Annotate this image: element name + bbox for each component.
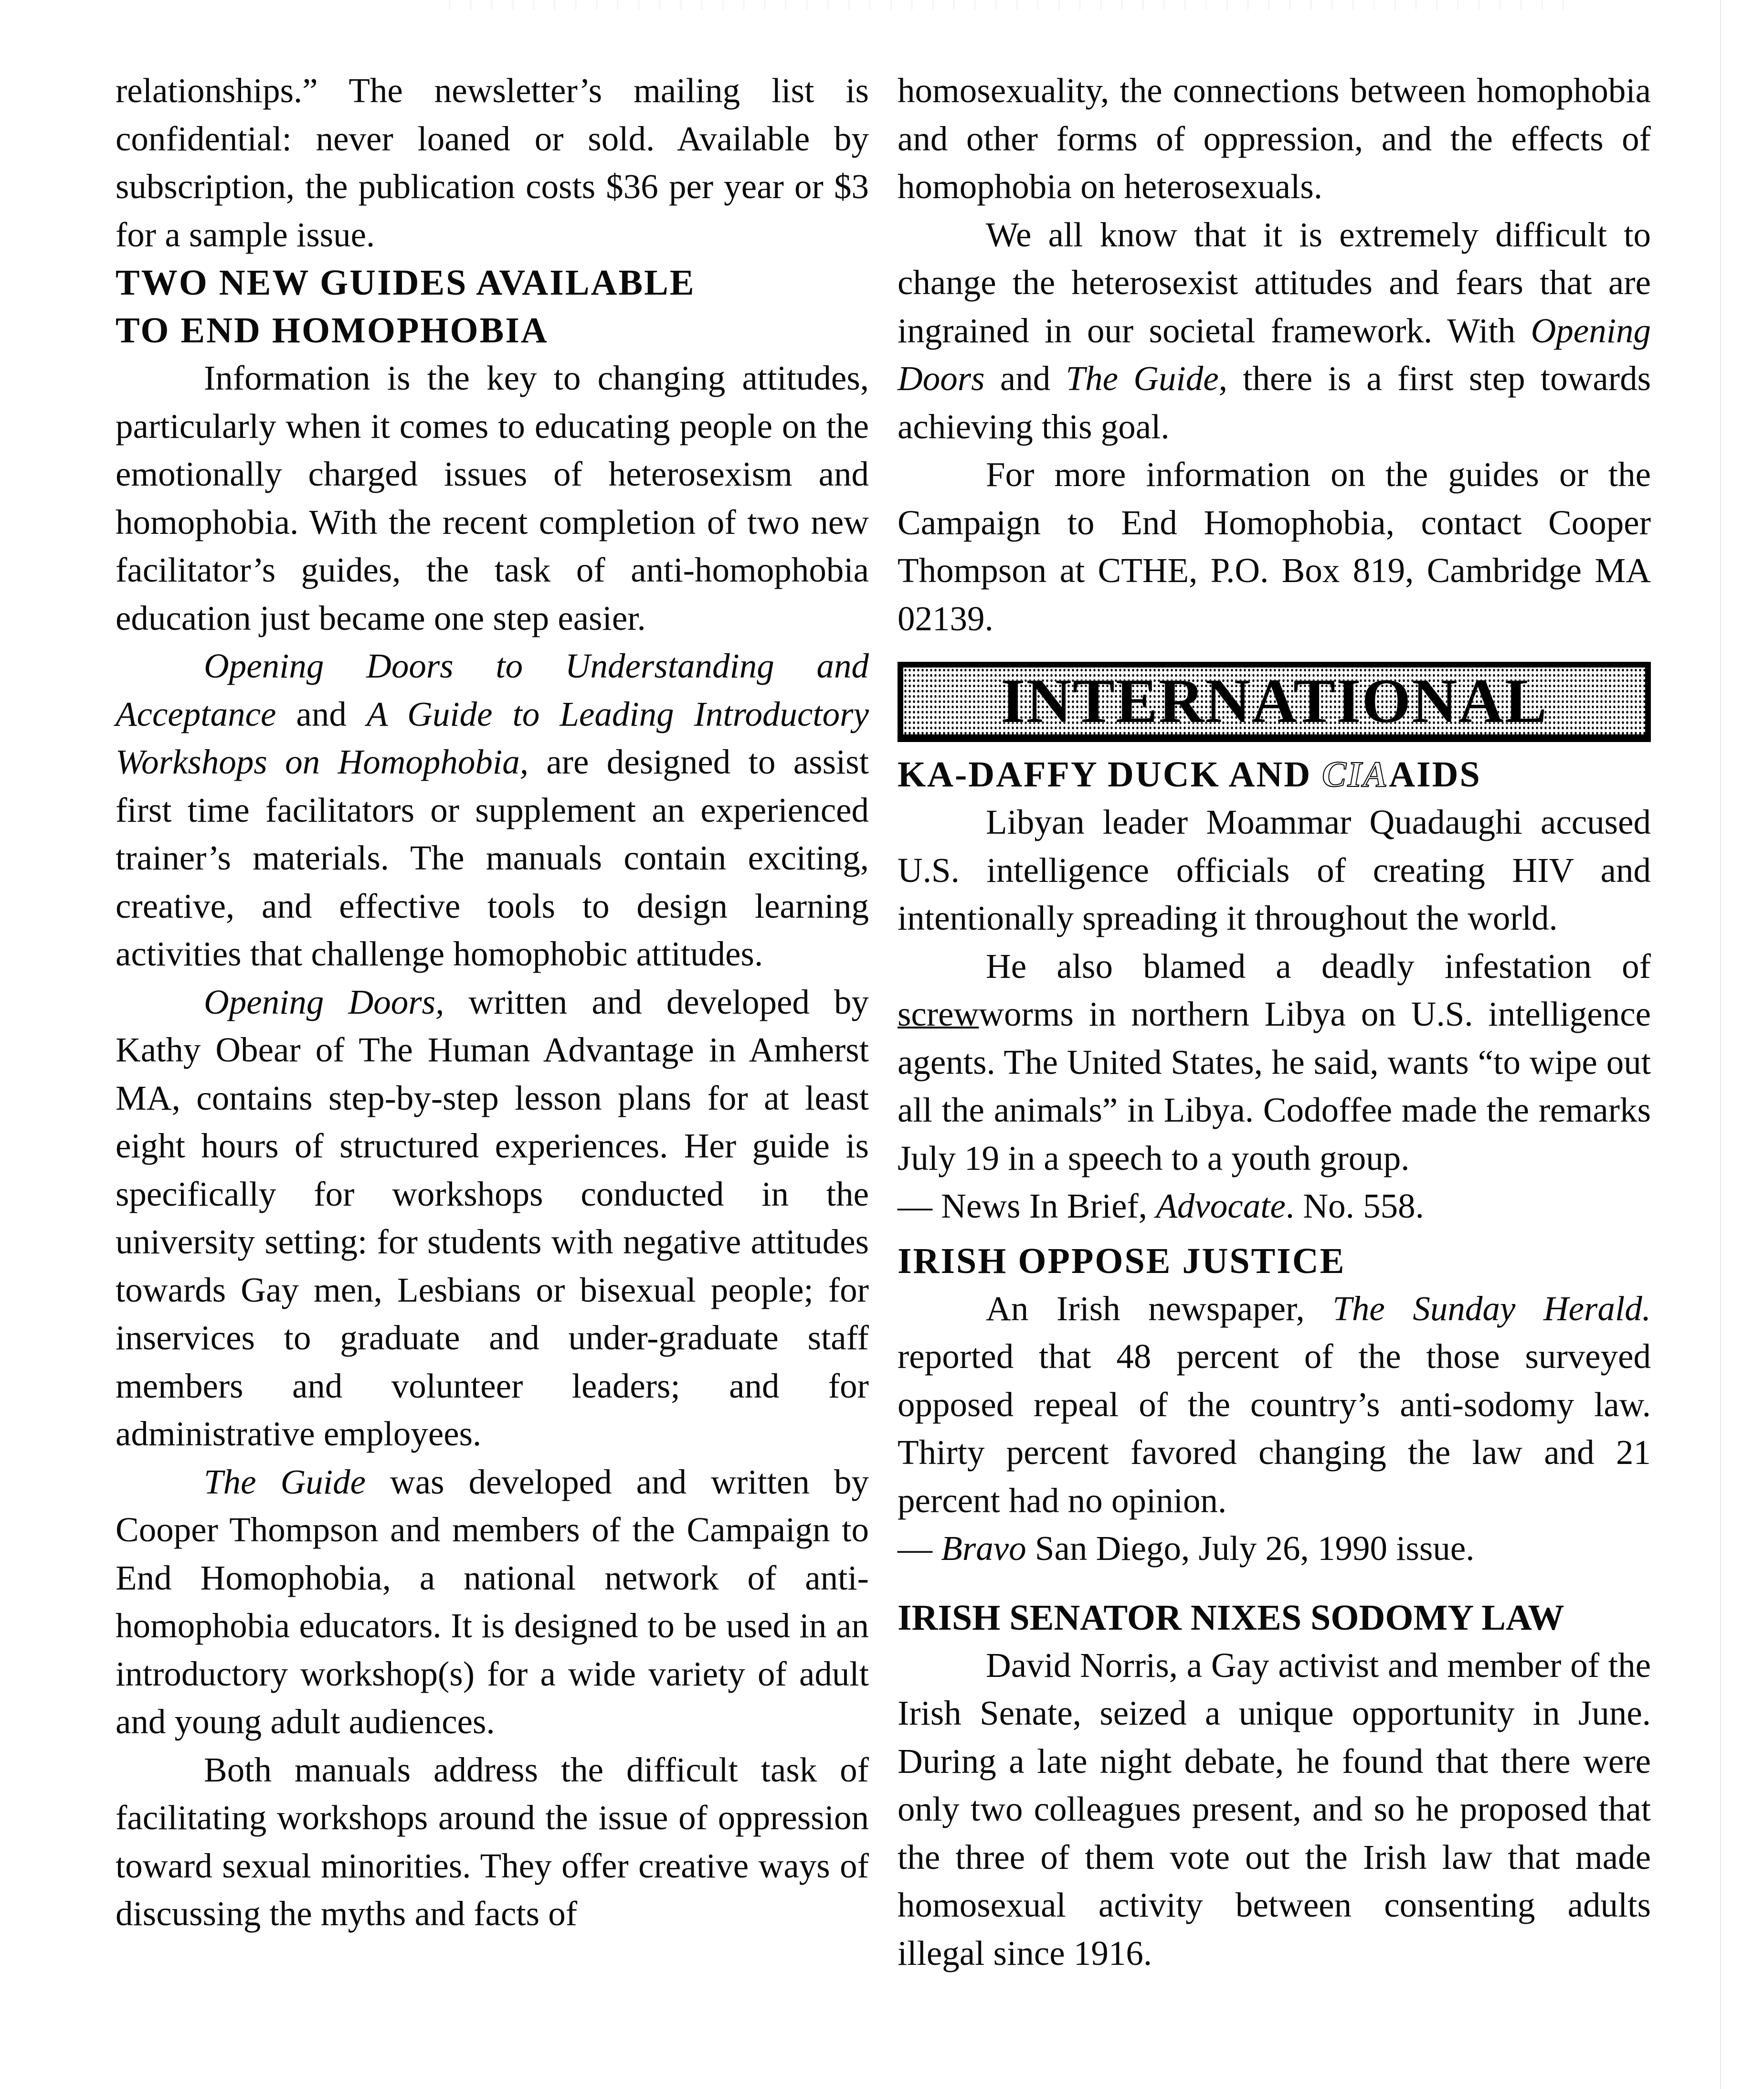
spacer [898, 1230, 1651, 1237]
story-1-paragraph-1: Libyan leader Moammar Quadaughi accused U.S. intelligence officials of creating HIV and intentionally spreading it throughout the world. [898, 803, 1651, 937]
article-headline [116, 259, 869, 354]
headline-line-1: TWO NEW GUIDES AVAILABLE [116, 263, 696, 303]
continuation-paragraph: homosexuality, the connections between homophobia and other forms of oppression, and the effects of homophobia on heterosexuals. [898, 71, 1651, 206]
section-banner-label: INTERNATIONAL [1001, 666, 1548, 736]
paragraph-we-all-know: We all know that it is extremely difficult to change the heterosexist attitudes and fears that are ingrained in our societal framework. With Opening Doors and The Guide, there is a first step towards achieving this goal. [898, 215, 1651, 446]
book-title-guide: A Guide to Leading Introductory Workshops on Homophobia, [116, 694, 869, 781]
book-title-the-guide: The Guide [204, 1462, 366, 1501]
story-3-paragraph-1: David Norris, a Gay activist and member of the Irish Senate, seized a unique opportunity in June. During a late night debate, he found that there were only two colleagues present, and so he proposed that the three of them vote out the Irish law that made homosexual activity between consenting adults illegal since 1916. [898, 1645, 1651, 1972]
article-paragraph-2: Opening Doors to Understanding and Acceptance and A Guide to Leading Introductory Workshops on Homophobia, are designed to assist first time facilitators or supplement an experienced trainer’s materials. The manuals contain exciting, creative, and effective tools to design learning activities that challenge homophobic attitudes. [116, 647, 869, 973]
underlined-word: screw [898, 995, 979, 1033]
story-2-source: — Bravo San Diego, July 26, 1990 issue. [898, 1529, 1475, 1568]
article-paragraph-5: Both manuals address the difficult task of facilitating workshops around the issue of oppression toward sexual minorities. They offer creative ways of discussing the myths and facts of [116, 1750, 869, 1933]
spacer [898, 1573, 1651, 1594]
story-1-paragraph-2: He also blamed a deadly infestation of screwworms in northern Libya on U.S. intelligence agents. The United States, he said, wants “to wipe out all the animals” in Libya. Codoffee made the remarks July 19 in a speech to a youth group. [898, 946, 1651, 1177]
story-2-headline: IRISH OPPOSE JUSTICE [898, 1241, 1346, 1281]
paragraph-contact-info: For more information on the guides or the Campaign to End Homophobia, contact Cooper Thompson at CTHE, P.O. Box 819, Cambridge MA 02139. [898, 455, 1651, 638]
headline-line-2: TO END HOMOPHOBIA [116, 310, 549, 350]
story-1-headline: KA-DAFFY DUCK AND CIAAIDS [898, 754, 1481, 795]
page-edge [1720, 0, 1721, 2089]
article-paragraph-3: Opening Doors, written and developed by Kathy Obear of The Human Advantage in Amherst MA, contains step-by-step lesson plans for at least eight hours of structured experiences. Her guide is specifically for workshops conducted in the university setting: for students with negative attitudes towards Gay men, Lesbians or bisexual people; for inservices to graduate and under-graduate staff members and volunteer leaders; and for administrative employees. [116, 982, 869, 1453]
intro-paragraph: relationships.” The newsletter’s mailing list is confidential: never loaned or sold. Available by subscription, the publication costs $36 per year or $3 for a sample issue. [116, 71, 869, 254]
article-paragraph-4: The Guide was developed and written by Cooper Thompson and members of the Campaign to End Homophobia, a national network of anti-homophobia educators. It is designed to be used in an introductory workshop(s) for a wide variety of adult and young adult audiences. [116, 1462, 869, 1741]
story-1-source: — News In Brief, Advocate. No. 558. [898, 1187, 1424, 1225]
article-paragraph-1: Information is the key to changing attitudes, particularly when it comes to educating people on the emotionally charged issues of heterosexism and homophobia. With the recent completion of two new facilitator’s guides, the task of anti-homophobia education just became one step easier. [116, 359, 869, 637]
book-title-opening-doors: Opening Doors, [204, 982, 444, 1021]
section-banner-international [898, 662, 1651, 742]
book-title-opening-doors: Opening Doors to Understanding and Acceptance [116, 647, 869, 733]
right-column [898, 67, 1651, 1977]
story-3-headline: IRISH SENATOR NIXES SODOMY LAW [898, 1597, 1564, 1638]
scan-noise [430, 0, 1575, 10]
story-2-paragraph-1: An Irish newspaper, The Sunday Herald. reported that 48 percent of the those surveyed opposed repeal of the country’s anti-sodomy law. Thirty percent favored changing the law and 21 percent had no opinion. [898, 1289, 1651, 1520]
left-column [116, 67, 869, 1938]
cia-outlined-text: CIA [1322, 754, 1389, 795]
